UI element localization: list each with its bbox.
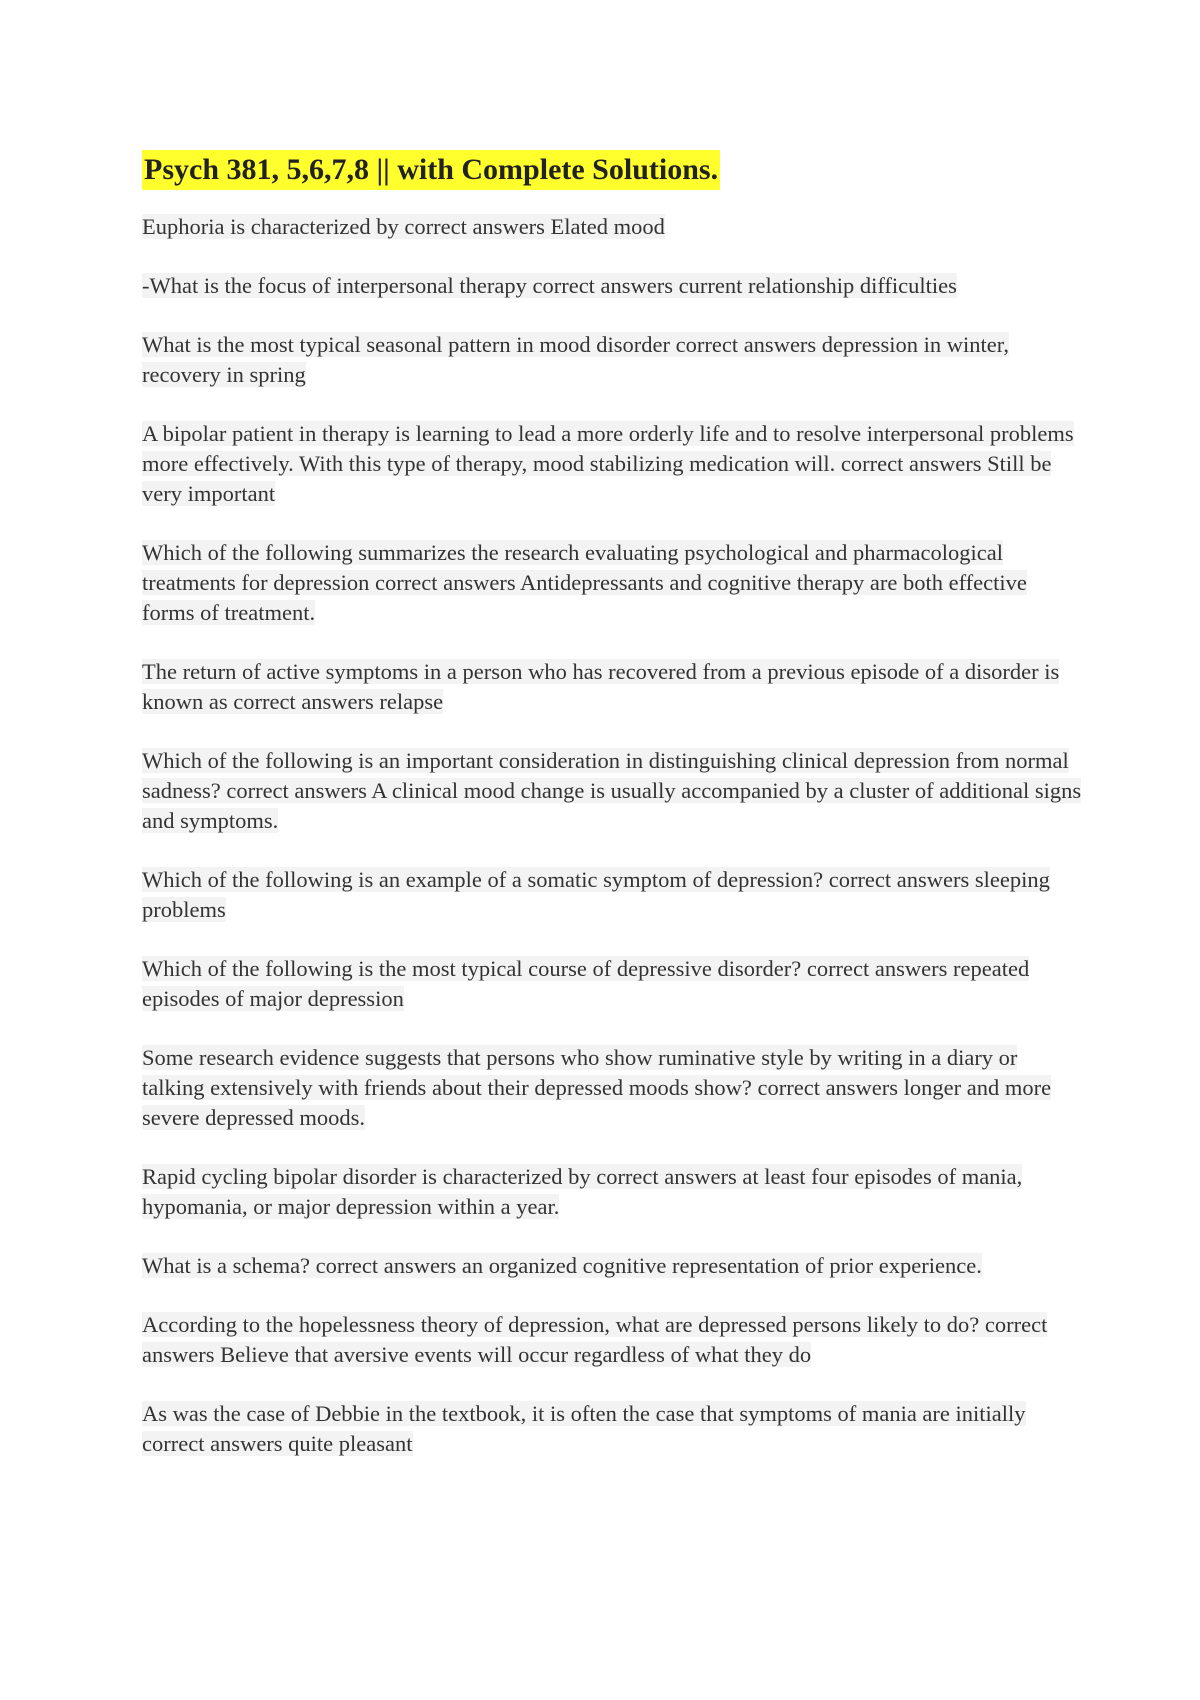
qa-text: What is the most typical seasonal pattern in mood disorder correct answers depression in winter, recovery in spring <box>142 332 1009 387</box>
qa-text: Which of the following is the most typical course of depressive disorder? correct answers repeated episodes of major depression <box>142 956 1030 1011</box>
qa-item <box>142 657 1082 717</box>
qa-item <box>142 1162 1082 1222</box>
qa-text: The return of active symptoms in a person who has recovered from a previous episode of a disorder is known as correct answers relapse <box>142 659 1060 714</box>
qa-item <box>142 1310 1082 1370</box>
qa-item <box>142 419 1082 509</box>
qa-text: As was the case of Debbie in the textbook, it is often the case that symptoms of mania are initially correct answers quite pleasant <box>142 1401 1026 1456</box>
qa-item <box>142 865 1082 925</box>
qa-text: What is a schema? correct answers an organized cognitive representation of prior experience. <box>142 1253 982 1278</box>
qa-list <box>142 212 1082 1459</box>
qa-text: Some research evidence suggests that persons who show ruminative style by writing in a diary or talking extensively with friends about their depressed moods show? correct answers longer and more severe depressed moods. <box>142 1045 1052 1130</box>
qa-item <box>142 746 1082 836</box>
qa-item <box>142 271 1082 301</box>
qa-item <box>142 1251 1082 1281</box>
qa-text: Which of the following is an example of a somatic symptom of depression? correct answers sleeping problems <box>142 867 1050 922</box>
qa-text: Which of the following summarizes the research evaluating psychological and pharmacological treatments for depression correct answers Antidepressants and cognitive therapy are both effective forms of treatment. <box>142 540 1027 625</box>
qa-item <box>142 1043 1082 1133</box>
qa-item <box>142 954 1082 1014</box>
qa-text: According to the hopelessness theory of depression, what are depressed persons likely to do? correct answers Believe that aversive events will occur regardless of what they do <box>142 1312 1048 1367</box>
qa-item <box>142 330 1082 390</box>
qa-item <box>142 212 1082 242</box>
qa-item <box>142 1399 1082 1459</box>
qa-item <box>142 538 1082 628</box>
qa-text: Rapid cycling bipolar disorder is characterized by correct answers at least four episodes of mania, hypomania, or major depression within a year. <box>142 1164 1023 1219</box>
document-page <box>142 150 1082 1488</box>
qa-text: Which of the following is an important consideration in distinguishing clinical depression from normal sadness? correct answers A clinical mood change is usually accompanied by a cluster of additional signs and symptoms. <box>142 748 1082 833</box>
qa-text: Euphoria is characterized by correct answers Elated mood <box>142 214 665 239</box>
qa-text: -What is the focus of interpersonal therapy correct answers current relationship difficulties <box>142 273 957 298</box>
qa-text: A bipolar patient in therapy is learning to lead a more orderly life and to resolve interpersonal problems more effectively. With this type of therapy, mood stabilizing medication will. correct answers Still be very important <box>142 421 1074 506</box>
document-title: Psych 381, 5,6,7,8 || with Complete Solutions. <box>142 150 720 190</box>
